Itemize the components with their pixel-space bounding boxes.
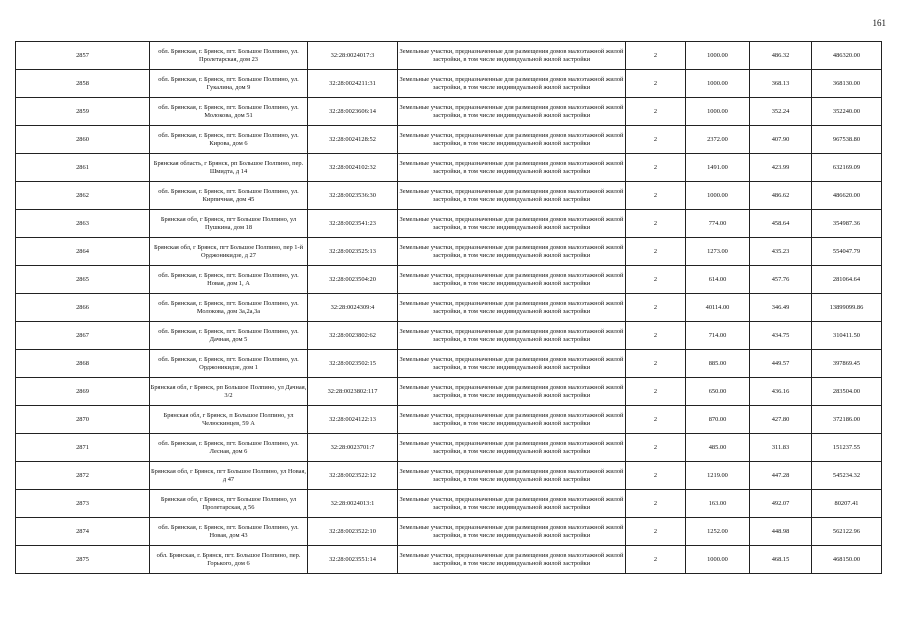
cadastral-value-cell: 545234.32 <box>812 462 882 490</box>
land-use-cell: Земельные участки, предназначенные для размещения домов малоэтажной жилой застройки, в том числе индивидуальной жилой застройки <box>398 406 626 434</box>
cadastral-number-cell: 32:28:0023802:117 <box>308 378 398 406</box>
table-row <box>16 294 882 322</box>
table-row <box>16 210 882 238</box>
cadastral-value-cell: 554047.79 <box>812 238 882 266</box>
category-cell: 2 <box>626 490 686 518</box>
table-row <box>16 490 882 518</box>
land-plot-table <box>15 41 882 574</box>
land-use-cell: Земельные участки, предназначенные для размещения домов малоэтажной жилой застройки, в том числе индивидуальной жилой застройки <box>398 490 626 518</box>
category-cell: 2 <box>626 98 686 126</box>
land-use-cell: Земельные участки, предназначенные для размещения домов малоэтажной жилой застройки, в том числе индивидуальной жилой застройки <box>398 434 626 462</box>
cadastral-number-cell: 32:28:0024102:32 <box>308 154 398 182</box>
area-cell: 1000.00 <box>686 546 750 574</box>
address-cell: обл. Брянская, г. Брянск, пгт. Большое Полпино, ул. Молокова, дом 51 <box>150 98 308 126</box>
address-cell: Брянская обл, г Брянск, рп Большое Полпино, ул Дачная, 3/2 <box>150 378 308 406</box>
cadastral-number-cell: 32:28:0024017:3 <box>308 42 398 70</box>
land-use-cell: Земельные участки, предназначенные для размещения домов малоэтажной жилой застройки, в том числе индивидуальной жилой застройки <box>398 210 626 238</box>
table-row <box>16 546 882 574</box>
address-cell: Брянская область, г Брянск, рп Большое Полпино, пер. Шмидта, д 14 <box>150 154 308 182</box>
row-number-cell: 2857 <box>16 42 150 70</box>
address-cell: Брянская обл, г Брянск, пгт Большое Полпино, пер 1-й Орджоникидзе, д 27 <box>150 238 308 266</box>
row-number-cell: 2860 <box>16 126 150 154</box>
area-cell: 40114.00 <box>686 294 750 322</box>
area-cell: 1000.00 <box>686 98 750 126</box>
area-cell: 614.00 <box>686 266 750 294</box>
row-number-cell: 2866 <box>16 294 150 322</box>
address-cell: обл. Брянская, г. Брянск, пгт. Большое Полпино, ул. Кирова, дом 6 <box>150 126 308 154</box>
area-cell: 885.00 <box>686 350 750 378</box>
table-row <box>16 182 882 210</box>
area-cell: 485.00 <box>686 434 750 462</box>
category-cell: 2 <box>626 406 686 434</box>
land-use-cell: Земельные участки, предназначенные для размещения домов малоэтажной жилой застройки, в том числе индивидуальной жилой застройки <box>398 98 626 126</box>
specific-value-cell: 407.90 <box>750 126 812 154</box>
address-cell: обл. Брянская, г. Брянск, пгт. Большое Полпино, ул. Дачная, дом 5 <box>150 322 308 350</box>
row-number-cell: 2869 <box>16 378 150 406</box>
category-cell: 2 <box>626 294 686 322</box>
table-row <box>16 518 882 546</box>
cadastral-value-cell: 354987.36 <box>812 210 882 238</box>
table-row <box>16 70 882 98</box>
address-cell: обл. Брянская, г. Брянск, пгт. Большое Полпино, ул. Пролетарская, дом 23 <box>150 42 308 70</box>
address-cell: Брянская обл, г Брянск, п Большое Полпино, ул Челюскинцев, 59 А <box>150 406 308 434</box>
table-row <box>16 154 882 182</box>
area-cell: 1000.00 <box>686 182 750 210</box>
specific-value-cell: 311.83 <box>750 434 812 462</box>
land-use-cell: Земельные участки, предназначенные для размещения домов малоэтажной жилой застройки, в том числе индивидуальной жилой застройки <box>398 70 626 98</box>
cadastral-value-cell: 368130.00 <box>812 70 882 98</box>
cadastral-number-cell: 32:28:0024128:52 <box>308 126 398 154</box>
category-cell: 2 <box>626 126 686 154</box>
cadastral-number-cell: 32:28:0023802:62 <box>308 322 398 350</box>
land-use-cell: Земельные участки, предназначенные для размещения домов малоэтажной жилой застройки, в том числе индивидуальной жилой застройки <box>398 182 626 210</box>
area-cell: 774.00 <box>686 210 750 238</box>
category-cell: 2 <box>626 238 686 266</box>
cadastral-value-cell: 352240.00 <box>812 98 882 126</box>
land-use-cell: Земельные участки, предназначенные для размещения домов малоэтажной жилой застройки, в том числе индивидуальной жилой застройки <box>398 266 626 294</box>
cadastral-number-cell: 32:28:0023522:10 <box>308 518 398 546</box>
specific-value-cell: 352.24 <box>750 98 812 126</box>
cadastral-number-cell: 32:28:0023551:14 <box>308 546 398 574</box>
table-row <box>16 42 882 70</box>
row-number-cell: 2871 <box>16 434 150 462</box>
row-number-cell: 2863 <box>16 210 150 238</box>
cadastral-number-cell: 32:28:0024211:31 <box>308 70 398 98</box>
land-use-cell: Земельные участки, предназначенные для размещения домов малоэтажной жилой застройки, в том числе индивидуальной жилой застройки <box>398 126 626 154</box>
land-use-cell: Земельные участки, предназначенные для размещения домов малоэтажной жилой застройки, в том числе индивидуальной жилой застройки <box>398 294 626 322</box>
specific-value-cell: 486.62 <box>750 182 812 210</box>
category-cell: 2 <box>626 70 686 98</box>
cadastral-value-cell: 310411.50 <box>812 322 882 350</box>
specific-value-cell: 436.16 <box>750 378 812 406</box>
table-row <box>16 238 882 266</box>
address-cell: обл. Брянская, г. Брянск, пгт. Большое Полпино, ул. Новая, дом 1, А <box>150 266 308 294</box>
specific-value-cell: 492.07 <box>750 490 812 518</box>
table-row <box>16 350 882 378</box>
row-number-cell: 2875 <box>16 546 150 574</box>
area-cell: 163.00 <box>686 490 750 518</box>
specific-value-cell: 423.99 <box>750 154 812 182</box>
address-cell: обл. Брянская, г. Брянск, пгт. Большое Полпино, ул. Кирпичная, дом 45 <box>150 182 308 210</box>
address-cell: обл. Брянская, г. Брянск, пгт. Большое Полпино, ул. Новая, дом 43 <box>150 518 308 546</box>
cadastral-number-cell: 32:28:0023701:7 <box>308 434 398 462</box>
cadastral-value-cell: 486320.00 <box>812 42 882 70</box>
cadastral-value-cell: 13899099.86 <box>812 294 882 322</box>
area-cell: 1273.00 <box>686 238 750 266</box>
area-cell: 1219.00 <box>686 462 750 490</box>
specific-value-cell: 457.76 <box>750 266 812 294</box>
cadastral-number-cell: 32:28:0024013:1 <box>308 490 398 518</box>
cadastral-value-cell: 80207.41 <box>812 490 882 518</box>
cadastral-value-cell: 468150.00 <box>812 546 882 574</box>
address-cell: обл. Брянская, г. Брянск, пгт. Большое Полпино, пер. Горького, дом 6 <box>150 546 308 574</box>
cadastral-number-cell: 32:28:0023541:23 <box>308 210 398 238</box>
address-cell: обл. Брянская, г. Брянск, пгт. Большое Полпино, ул. Гукалина, дом 9 <box>150 70 308 98</box>
row-number-cell: 2874 <box>16 518 150 546</box>
cadastral-value-cell: 283504.00 <box>812 378 882 406</box>
land-use-cell: Земельные участки, предназначенные для размещения домов малоэтажной жилой застройки, в том числе индивидуальной жилой застройки <box>398 546 626 574</box>
specific-value-cell: 448.98 <box>750 518 812 546</box>
specific-value-cell: 468.15 <box>750 546 812 574</box>
specific-value-cell: 427.80 <box>750 406 812 434</box>
category-cell: 2 <box>626 434 686 462</box>
cadastral-number-cell: 32:28:0023536:30 <box>308 182 398 210</box>
specific-value-cell: 368.13 <box>750 70 812 98</box>
category-cell: 2 <box>626 546 686 574</box>
specific-value-cell: 486.32 <box>750 42 812 70</box>
specific-value-cell: 346.49 <box>750 294 812 322</box>
table-row <box>16 378 882 406</box>
cadastral-value-cell: 151237.55 <box>812 434 882 462</box>
category-cell: 2 <box>626 378 686 406</box>
table-row <box>16 98 882 126</box>
category-cell: 2 <box>626 210 686 238</box>
specific-value-cell: 449.57 <box>750 350 812 378</box>
area-cell: 1000.00 <box>686 70 750 98</box>
area-cell: 650.00 <box>686 378 750 406</box>
table-row <box>16 462 882 490</box>
land-use-cell: Земельные участки, предназначенные для размещения домов малоэтажной жилой застройки, в том числе индивидуальной жилой застройки <box>398 238 626 266</box>
row-number-cell: 2862 <box>16 182 150 210</box>
cadastral-number-cell: 32:28:0023502:15 <box>308 350 398 378</box>
category-cell: 2 <box>626 154 686 182</box>
category-cell: 2 <box>626 350 686 378</box>
table-row <box>16 322 882 350</box>
cadastral-number-cell: 32:28:0023525:13 <box>308 238 398 266</box>
row-number-cell: 2873 <box>16 490 150 518</box>
cadastral-number-cell: 32:28:0023504:20 <box>308 266 398 294</box>
address-cell: Брянская обл, г Брянск, пгт Большое Полпино, ул Пролетарская, д 56 <box>150 490 308 518</box>
cadastral-number-cell: 32:28:0024122:13 <box>308 406 398 434</box>
table-body <box>16 42 882 574</box>
address-cell: Брянская обл, г Брянск, пгт Большое Полпино, ул Пушкина, дом 18 <box>150 210 308 238</box>
cadastral-value-cell: 281064.64 <box>812 266 882 294</box>
category-cell: 2 <box>626 182 686 210</box>
area-cell: 2372.00 <box>686 126 750 154</box>
row-number-cell: 2870 <box>16 406 150 434</box>
cadastral-value-cell: 397869.45 <box>812 350 882 378</box>
cadastral-number-cell: 32:28:0023606:14 <box>308 98 398 126</box>
row-number-cell: 2861 <box>16 154 150 182</box>
category-cell: 2 <box>626 42 686 70</box>
table-row <box>16 266 882 294</box>
specific-value-cell: 435.23 <box>750 238 812 266</box>
address-cell: обл. Брянская, г. Брянск, пгт. Большое Полпино, ул. Орджоникидзе, дом 1 <box>150 350 308 378</box>
row-number-cell: 2859 <box>16 98 150 126</box>
address-cell: Брянская обл, г Брянск, пгт Большое Полпино, ул Новая, д 47 <box>150 462 308 490</box>
cadastral-number-cell: 32:28:0024309:4 <box>308 294 398 322</box>
table-row <box>16 434 882 462</box>
category-cell: 2 <box>626 322 686 350</box>
land-use-cell: Земельные участки, предназначенные для размещения домов малоэтажной жилой застройки, в том числе индивидуальной жилой застройки <box>398 154 626 182</box>
area-cell: 714.00 <box>686 322 750 350</box>
land-use-cell: Земельные участки, предназначенные для размещения домов малоэтажной жилой застройки, в том числе индивидуальной жилой застройки <box>398 42 626 70</box>
cadastral-value-cell: 372186.00 <box>812 406 882 434</box>
row-number-cell: 2858 <box>16 70 150 98</box>
row-number-cell: 2868 <box>16 350 150 378</box>
row-number-cell: 2864 <box>16 238 150 266</box>
table-row <box>16 406 882 434</box>
category-cell: 2 <box>626 518 686 546</box>
cadastral-value-cell: 967538.80 <box>812 126 882 154</box>
specific-value-cell: 458.64 <box>750 210 812 238</box>
row-number-cell: 2872 <box>16 462 150 490</box>
area-cell: 1000.00 <box>686 42 750 70</box>
row-number-cell: 2865 <box>16 266 150 294</box>
area-cell: 870.00 <box>686 406 750 434</box>
address-cell: обл. Брянская, г. Брянск, пгт. Большое Полпино, ул. Молокова, дом 3а,2а,3а <box>150 294 308 322</box>
land-use-cell: Земельные участки, предназначенные для размещения домов малоэтажной жилой застройки, в том числе индивидуальной жилой застройки <box>398 378 626 406</box>
row-number-cell: 2867 <box>16 322 150 350</box>
table-row <box>16 126 882 154</box>
cadastral-value-cell: 562122.96 <box>812 518 882 546</box>
land-use-cell: Земельные участки, предназначенные для размещения домов малоэтажной жилой застройки, в том числе индивидуальной жилой застройки <box>398 462 626 490</box>
cadastral-number-cell: 32:28:0023522:12 <box>308 462 398 490</box>
land-use-cell: Земельные участки, предназначенные для размещения домов малоэтажной жилой застройки, в том числе индивидуальной жилой застройки <box>398 322 626 350</box>
area-cell: 1491.00 <box>686 154 750 182</box>
land-use-cell: Земельные участки, предназначенные для размещения домов малоэтажной жилой застройки, в том числе индивидуальной жилой застройки <box>398 350 626 378</box>
cadastral-value-cell: 632169.09 <box>812 154 882 182</box>
land-use-cell: Земельные участки, предназначенные для размещения домов малоэтажной жилой застройки, в том числе индивидуальной жилой застройки <box>398 518 626 546</box>
category-cell: 2 <box>626 462 686 490</box>
area-cell: 1252.00 <box>686 518 750 546</box>
category-cell: 2 <box>626 266 686 294</box>
cadastral-value-cell: 486620.00 <box>812 182 882 210</box>
specific-value-cell: 434.75 <box>750 322 812 350</box>
specific-value-cell: 447.28 <box>750 462 812 490</box>
page-number: 161 <box>872 18 886 28</box>
address-cell: обл. Брянская, г. Брянск, пгт. Большое Полпино, ул. Лесная, дом 6 <box>150 434 308 462</box>
